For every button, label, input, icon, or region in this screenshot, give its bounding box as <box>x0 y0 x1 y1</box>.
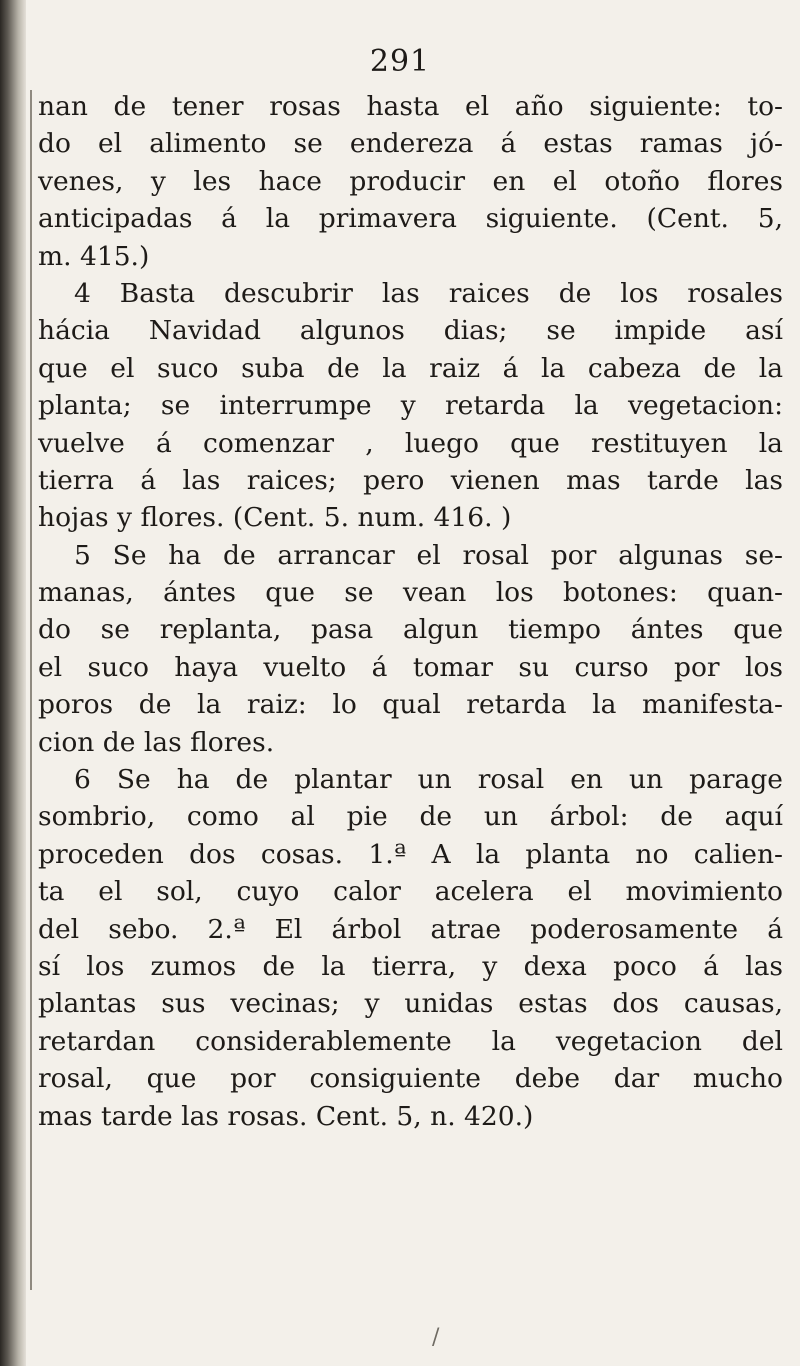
text-line-15: do se replanta, pasa algun tiempo ántes que <box>38 614 783 646</box>
text-line-11: tierra á las raices; pero vienen mas tarde las <box>38 464 783 496</box>
text-line-8: que el suco suba de la raiz á la cabeza de la <box>38 352 783 384</box>
text-line-9: planta; se interrumpe y retarda la vegetacion: <box>38 390 783 422</box>
gutter-shadow-line <box>30 90 32 1290</box>
text-line-7: hácia Navidad algunos dias; se impide así <box>38 315 783 347</box>
text-line-12: hojas y flores. (Cent. 5. num. 416. ) <box>38 502 512 534</box>
text-line-18: cion de las flores. <box>38 726 275 758</box>
text-line-13: 5 Se ha de arrancar el rosal por algunas se- <box>74 539 783 571</box>
text-line-25: plantas sus vecinas; y unidas estas dos causas, <box>38 988 783 1020</box>
text-line-17: poros de la raiz: lo qual retarda la manifesta- <box>38 689 783 721</box>
text-line-23: del sebo. 2.ª El árbol atrae poderosamente á <box>38 913 783 945</box>
text-line-2: do el alimento se endereza á estas ramas jó- <box>38 128 783 160</box>
text-line-24: sí los zumos de la tierra, y dexa poco á las <box>38 950 783 982</box>
text-line-1: nan de tener rosas hasta el año siguiente: to- <box>38 91 783 122</box>
text-line-27: rosal, que por consiguiente debe dar mucho <box>38 1063 783 1095</box>
text-line-16: el suco haya vuelto á tomar su curso por los <box>38 651 783 683</box>
text-line-21: proceden dos cosas. 1.ª A la planta no calien- <box>38 838 783 870</box>
text-line-3: venes, y les hace producir en el otoño flores <box>38 165 783 197</box>
text-line-28: mas tarde las rosas. Cent. 5, n. 420.) <box>38 1100 534 1132</box>
text-line-4: anticipadas á la primavera siguiente. (Cent. 5, <box>38 203 783 235</box>
text-line-10: vuelve á comenzar , luego que restituyen la <box>38 427 783 459</box>
text-line-19: 6 Se ha de plantar un rosal en un parage <box>74 764 783 796</box>
stray-mark: / <box>432 1325 440 1350</box>
text-line-14: manas, ántes que se vean los botones: quan- <box>38 577 783 609</box>
body-text <box>38 88 783 1135</box>
text-line-6: 4 Basta descubrir las raices de los rosales <box>74 277 783 309</box>
text-line-22: ta el sol, cuyo calor acelera el movimiento <box>38 876 783 908</box>
text-line-5: m. 415.) <box>38 240 150 272</box>
page-number: 291 <box>369 44 431 79</box>
text-line-26: retardan considerablemente la vegetacion del <box>38 1025 783 1057</box>
text-line-20: sombrio, como al pie de un árbol: de aquí <box>38 801 783 833</box>
binding-gutter <box>0 0 26 1366</box>
